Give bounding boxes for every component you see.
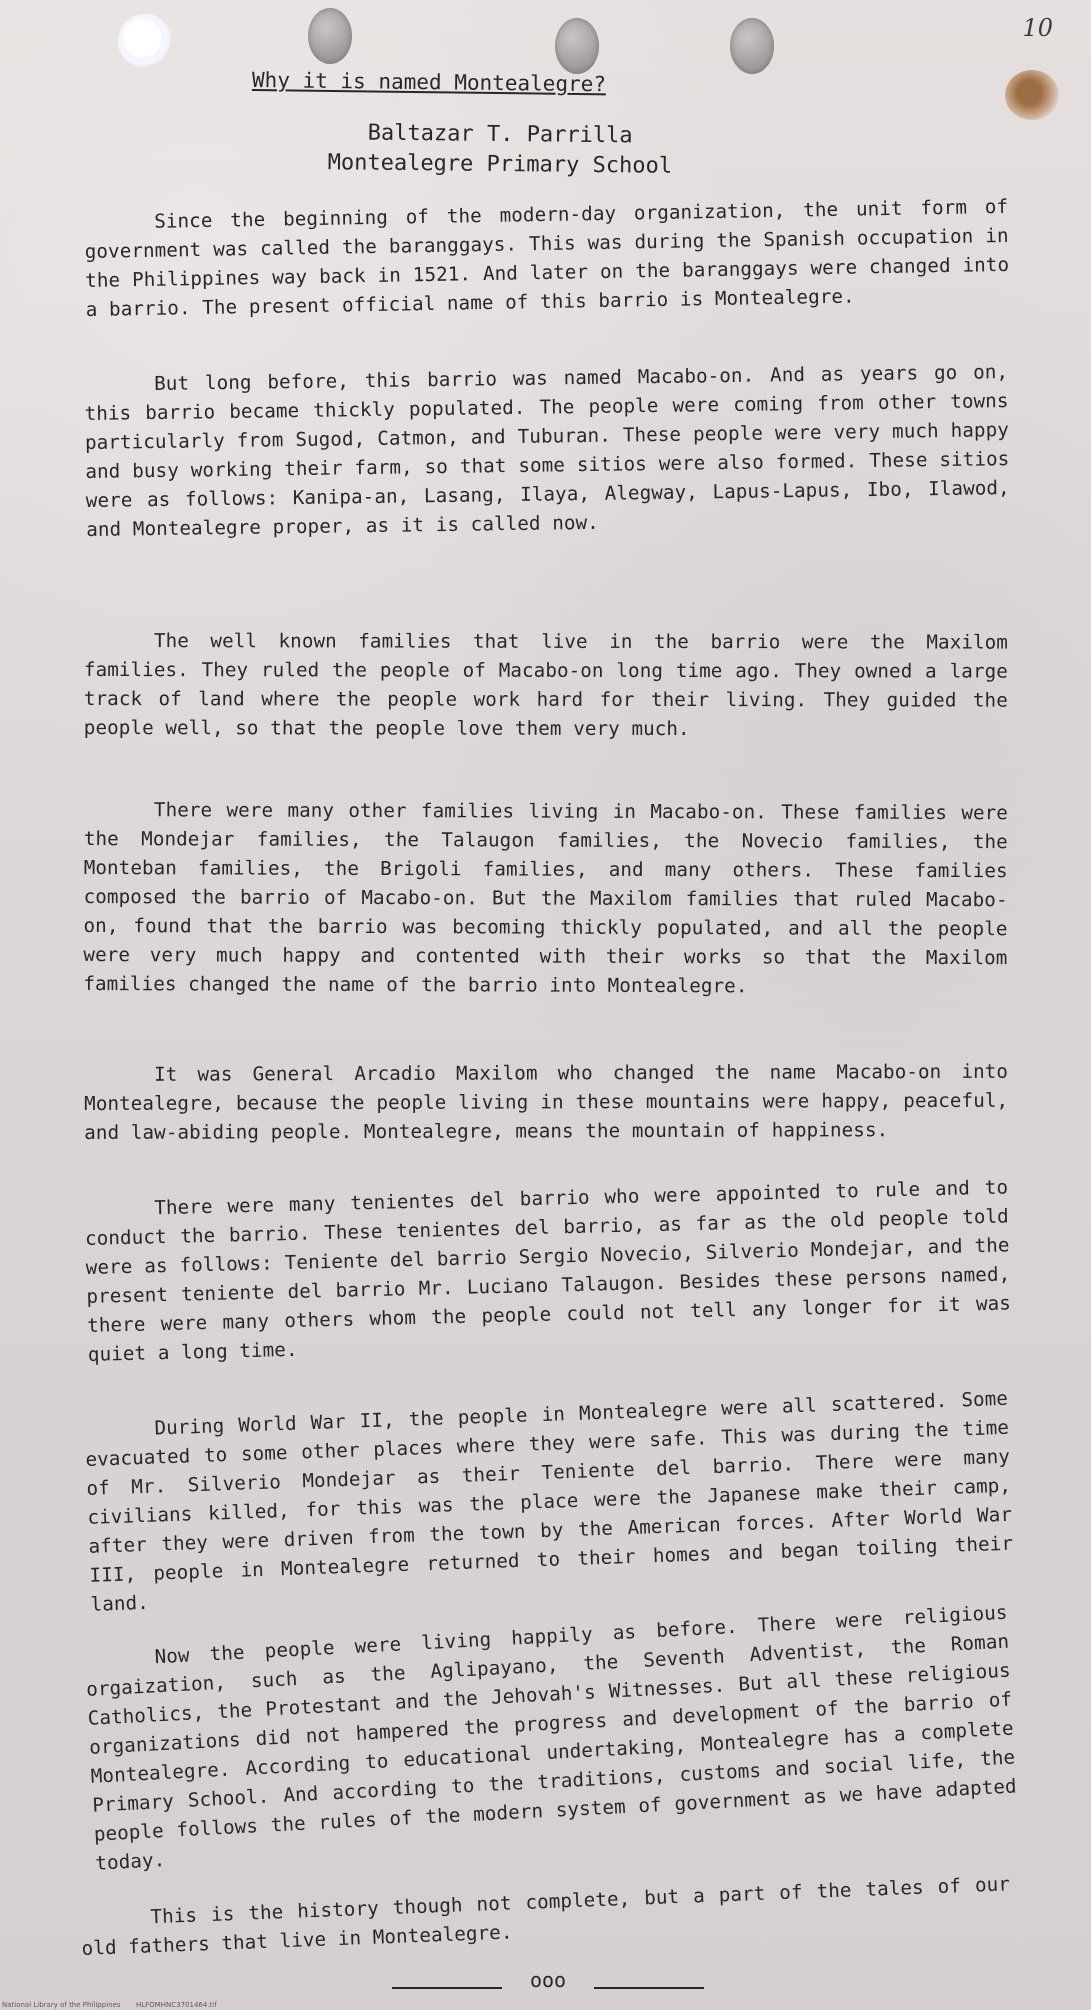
paragraph: The well known families that live in the barrio were the Maxilom families. They ruled the people of Macabo-on long time ago. They owned a large track of land where the people work hard for their living. They guided the people well, so that the people love them very much. (83, 629, 1008, 741)
author-block (0, 115, 1000, 185)
binding-hole (730, 18, 774, 74)
archive-label: National Library of the Philippines (2, 2001, 121, 2009)
file-label: HLFOMHNC3701464.tif (136, 2001, 217, 2009)
binding-hole (555, 18, 599, 74)
paragraph: Since the beginning of the modern-day organization, the unit form of government was called the baranggays. This was during the Spanish occupation in the Philippines way back in 1521. And later on the baranggays were changed into a barrio. The present official name of this barrio is Montealegre. (84, 194, 1010, 321)
paragraph: Now the people were living happily as before. There were religious orgaization, such as the Aglipayano, the Seventh Adventist, the Roman Catholics, the Protestant and the Jehovah's Witnesses. But all these religious organizations did not hampered the progress and development of the barrio of Montealegre. According to educational undertaking, Montealegre has a complete Primary School. And according to the traditions, customs and social life, the people follows the rules of the modern system of government as we have adapted today. (85, 1600, 1018, 1875)
white-mark (118, 14, 172, 68)
paragraph: But long before, this barrio was named Macabo-on. And as years go on, this barrio became thickly populated. The people were coming from other towns particularly from Sugod, Catmon, and Tuburan. These people were very much happy and busy working their farm, so that some sitios were also formed. These sitios were as follows: Kanipa-an, Lasang, Ilaya, Alegway, Lapus-Lapus, Ibo, Ilawod, and Montealegre proper, as it is called now. (84, 360, 1010, 541)
paragraph: During World War II, the people in Montealegre were all scattered. Some evacuated to some other places where they were safe. This was during the time of Mr. Silverio Mondejar as their Teniente del barrio. There were many civilians killed, for this was the place were the Japanese make their camp, after they were driven from the town by the American forces. After World War III, people in Montealegre returned to their homes and began toiling their land. (85, 1386, 1014, 1616)
binding-hole (308, 8, 352, 64)
school-name: Montealegre Primary School (327, 150, 673, 179)
paragraph: It was General Arcadio Maxilom who changed the name Macabo-on into Montealegre, because the people living in these mountains were happy, peaceful, and law-abiding people. Montealegre, means the mountain of happiness. (84, 1059, 1009, 1144)
paper-stain (1005, 70, 1059, 120)
document-title: Why it is named Montealegre? (251, 68, 607, 97)
author-name: Baltazar T. Parrilla (367, 120, 633, 149)
paragraph: There were many other families living in Macabo-on. These families were the Mondejar families, the Talaugon families, the Novecio families, the Monteban families, the Brigoli families, and many others. These families composed the barrio of Macabo-on. But the Maxilom families that ruled Macabo-on, found that the barrio was becoming thickly populated, and all the people were very much happy and contented with their works so that the Maxilom families changed the name of the barrio into Montealegre. (83, 798, 1008, 998)
page-number: 10 (1022, 14, 1053, 42)
paragraph: There were many tenientes del barrio who were appointed to rule and to conduct the barrio. These tenientes del barrio, as far as the old people told were as follows: Teniente del barrio Sergio Novecio, Silverio Mondejar, and the present teniente del barrio Mr. Luciano Talaugon. Besides these persons named, there were many others whom the people could not tell any longer for it was quiet a long time. (84, 1175, 1012, 1366)
end-mark: ooo (392, 1963, 704, 1997)
paragraph: This is the history though not complete, but a part of the tales of our old fathers that live in Montealegre. (81, 1872, 1011, 1960)
